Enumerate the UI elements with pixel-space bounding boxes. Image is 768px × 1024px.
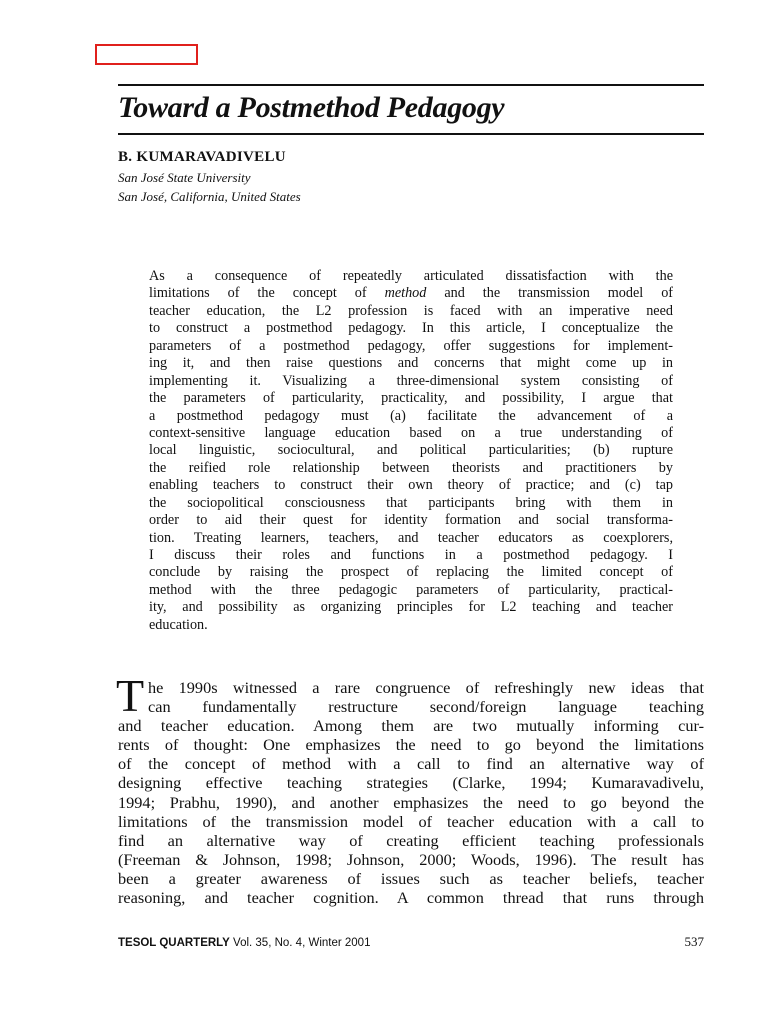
body-line: (Freeman & Johnson, 1998; Johnson, 2000; Woods, 1996). The result has	[118, 849, 704, 869]
body-line: he 1990s witnessed a rare congruence of refreshingly new ideas that	[148, 678, 704, 697]
abstract-line: parameters of a postmethod pedagogy, offer suggestions for implement-	[149, 337, 673, 354]
abstract-line: context-sensitive language education based on a true understanding of	[149, 424, 673, 441]
article-title: Toward a Postmethod Pedagogy	[118, 91, 505, 124]
page-number: 537	[684, 934, 704, 949]
abstract	[149, 268, 673, 634]
abstract-line: order to aid their quest for identity formation and social transforma-	[149, 512, 673, 529]
abstract-line: the parameters of particularity, practicality, and possibility, I argue that	[149, 390, 673, 407]
body-line: find an alternative way of creating efficient teaching professionals	[118, 830, 704, 850]
body-line: designing effective teaching strategies (Clarke, 1994; Kumaravadivelu,	[118, 773, 704, 793]
abstract-line: the sociopolitical consciousness that participants bring with them in	[149, 494, 673, 511]
abstract-line: the reified role relationship between theorists and practitioners by	[149, 459, 673, 476]
abstract-emphasis: method	[384, 285, 427, 302]
annotation-box	[95, 44, 198, 65]
abstract-line: education.	[149, 616, 208, 633]
body-line: been a greater awareness of issues such as teacher beliefs, teacher	[118, 868, 704, 888]
abstract-line: teacher education, the L2 profession is faced with an imperative need	[149, 302, 673, 319]
abstract-line: ing it, and then raise questions and concerns that might come up in	[149, 355, 673, 372]
body-text	[118, 678, 704, 907]
affiliation-location: San José, California, United States	[118, 189, 301, 204]
abstract-line: local linguistic, sociocultural, and political particularities; (b) rupture	[149, 442, 673, 459]
abstract-line: As a consequence of repeatedly articulated dissatisfaction with the	[149, 268, 673, 284]
abstract-line: a postmethod pedagogy must (a) facilitate the advancement of a	[149, 407, 673, 424]
abstract-line	[149, 285, 673, 302]
abstract-line: implementing it. Visualizing a three-dimensional system consisting of	[149, 372, 673, 389]
drop-cap: T	[116, 670, 145, 721]
abstract-line: I discuss their roles and functions in a postmethod pedagogy. I	[149, 547, 673, 563]
body-line: of the concept of method with a call to find an alternative way of	[118, 754, 704, 774]
abstract-line-part: and the transmission model of	[444, 285, 674, 302]
journal-issue: Vol. 35, No. 4, Winter 2001	[233, 937, 371, 949]
body-line: limitations of the transmission model of teacher education with a call to	[118, 811, 704, 831]
title-rule-top	[118, 84, 704, 86]
body-line: 1994; Prabhu, 1990), and another emphasizes the need to go beyond the	[118, 792, 704, 812]
body-line: rents of thought: One emphasizes the need to go beyond the limitations	[118, 735, 704, 755]
body-line: and teacher education. Among them are two mutually informing cur-	[118, 716, 704, 736]
affiliation-university: San José State University	[118, 170, 251, 185]
abstract-line: enabling teachers to construct their own theory of practice; and (c) tap	[149, 477, 673, 494]
body-line: can fundamentally restructure second/foreign language teaching	[148, 697, 704, 717]
abstract-line-part: limitations of the concept of	[149, 285, 367, 302]
author-name: B. KUMARAVADIVELU	[118, 149, 286, 165]
abstract-line: tion. Treating learners, teachers, and teacher educators as coexplorers,	[149, 529, 673, 546]
journal-name: TESOL QUARTERLY	[118, 937, 230, 949]
title-rule-bottom	[118, 133, 704, 135]
body-line: reasoning, and teacher cognition. A common thread that runs through	[118, 888, 704, 908]
abstract-line: conclude by raising the prospect of replacing the limited concept of	[149, 564, 673, 581]
abstract-line: ity, and possibility as organizing principles for L2 teaching and teacher	[149, 599, 673, 616]
abstract-line: to construct a postmethod pedagogy. In this article, I conceptualize the	[149, 320, 673, 337]
abstract-line: method with the three pedagogic parameters of particularity, practical-	[149, 581, 673, 598]
footer-citation	[118, 937, 370, 949]
